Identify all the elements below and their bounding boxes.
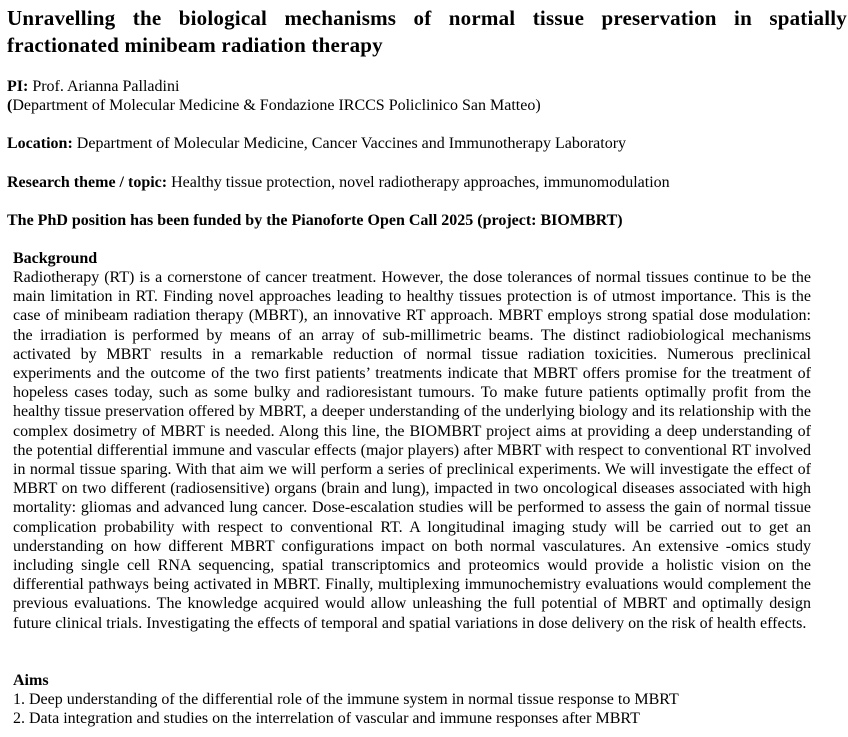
pi-name: Prof. Arianna Palladini bbox=[28, 78, 180, 95]
research-theme-label: Research theme / topic: bbox=[7, 174, 168, 191]
funding-statement: The PhD position has been funded by the Pianoforte Open Call 2025 (project: BIOMBRT) bbox=[7, 212, 623, 229]
location-value: Department of Molecular Medicine, Cancer Vaccines and Immunotherapy Laboratory bbox=[72, 135, 627, 152]
aim-item: 1. Deep understanding of the differential role of the immune system in normal tissue response to MBRT bbox=[13, 691, 679, 708]
pi-line bbox=[7, 77, 179, 97]
location-line bbox=[7, 134, 626, 154]
pi-open-paren: ( bbox=[7, 97, 13, 114]
background-heading: Background bbox=[13, 250, 98, 267]
research-theme-value: Healthy tissue protection, novel radiotherapy approaches, immunomodulation bbox=[167, 174, 670, 191]
background-paragraph: Radiotherapy (RT) is a cornerstone of cancer treatment. However, the dose tolerances of normal tissues continue to be the main limitation in RT. Finding novel approaches leading to healthy tissues protection is of utmost importance. This is the case of minibeam radiation therapy (MBRT), an innovative RT approach. MBRT employs strong spatial dose modulation: the irradiation is performed by means of an array of sub-millimetric beams. The distinct radiobiological mechanisms activated by MBRT results in a remarkable reduction of normal tissue radiation toxicities. Numerous preclinical experiments and the outcome of the two first patients’ treatments indicate that MBRT offers promise for the treatment of hopeless cases today, such as some bulky and radioresistant tumours. To make future patients optimally profit from the healthy tissue preservation offered by MBRT, a deeper understanding of the underlying biology and its relationship with the complex dosimetry of MBRT is needed. Along this line, the BIOMBRT project aims at providing a deep understanding of the potential differential immune and vascular effects (major players) after MBRT with respect to conventional RT involved in normal tissue sparing. With that aim we will perform a series of preclinical experiments. We will investigate the effect of MBRT on two different (radiosensitive) organs (brain and lung), impacted in two oncological diseases associated with high mortality: gliomas and advanced lung cancer. Dose-escalation studies will be performed to assess the gain of normal tissue complication probability with respect to conventional RT. A longitudinal imaging study will be carried out to get an understanding on how different MBRT configurations impact on both normal vasculatures. An extensive -omics study including single cell RNA sequencing, spatial transcriptomics and proteomics would provide a holistic vision on the differential pathways being activated in MBRT. Finally, multiplexing immunochemistry evaluations would complement the previous evaluations. The knowledge acquired would allow unleashing the full potential of MBRT and optimally design future clinical trials. Investigating the effects of temporal and spatial variations in dose delivery on the risk of health effects. bbox=[13, 269, 811, 632]
location-label: Location: bbox=[7, 135, 73, 152]
aims-heading: Aims bbox=[13, 672, 49, 689]
pi-department: Department of Molecular Medicine & Fondazione IRCCS Policlinico San Matteo) bbox=[12, 97, 541, 114]
aim-item: 2. Data integration and studies on the interrelation of vascular and immune responses after MBRT bbox=[13, 710, 640, 727]
pi-label: PI: bbox=[7, 78, 29, 95]
research-theme-line bbox=[7, 173, 670, 193]
pi-department-line bbox=[7, 96, 541, 116]
page-title: Unravelling the biological mechanisms of normal tissue preservation in spatially fractionated minibeam radiation therapy bbox=[7, 6, 847, 57]
